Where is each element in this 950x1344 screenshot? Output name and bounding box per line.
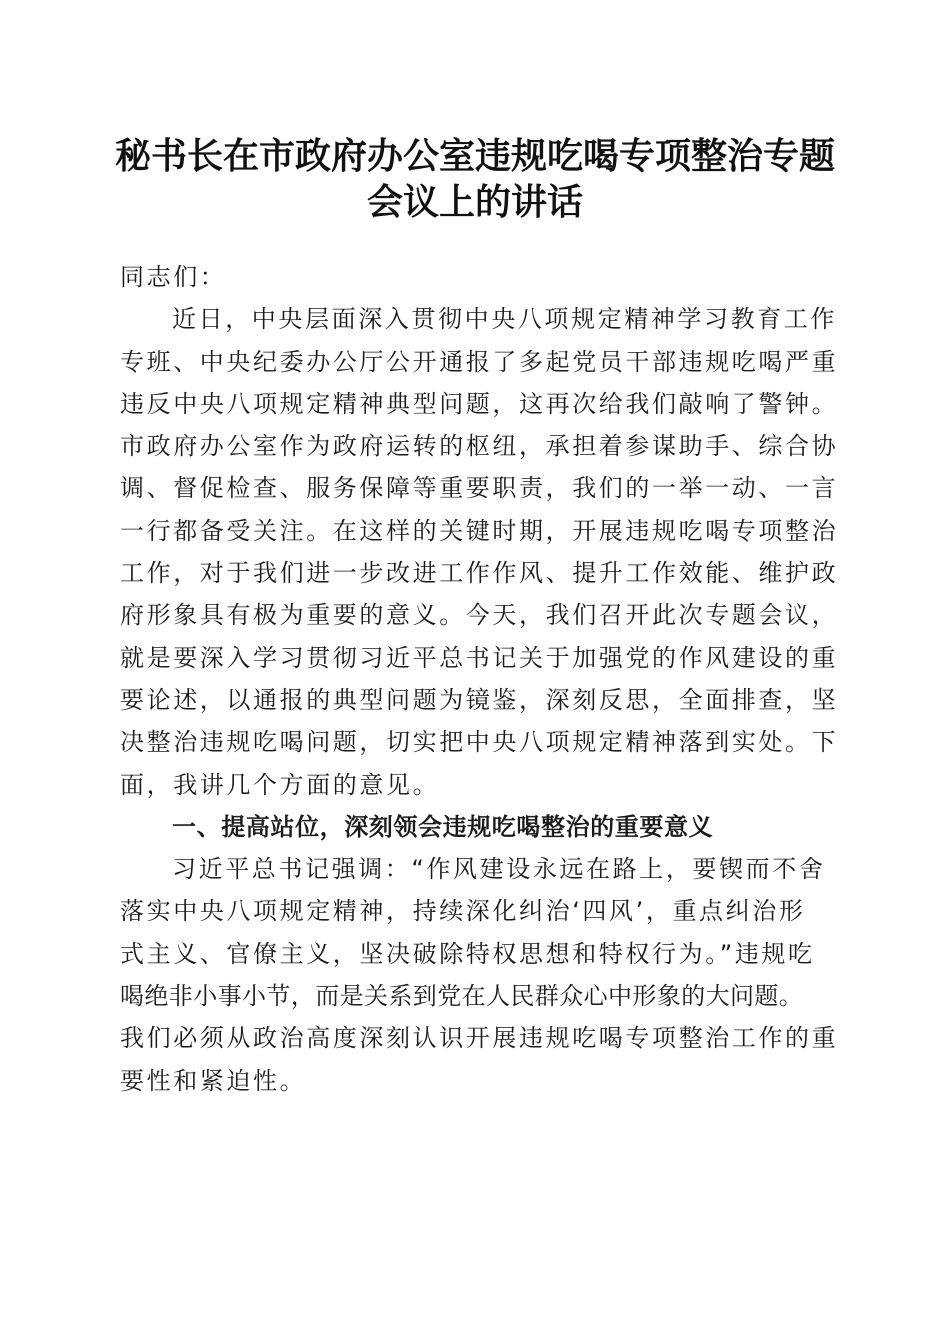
paragraph-line: 面，我讲几个方面的意见。 <box>120 770 440 799</box>
title-line: 秘书长在市政府办公室违规吃喝专项整治专题 <box>114 135 835 177</box>
paragraph-line: 要性和紧迫性。 <box>120 1066 307 1095</box>
paragraph-line: 调、督促检查、服务保障等重要职责，我们的一举一动、一言 <box>120 474 839 503</box>
salutation: 同志们： <box>120 263 227 291</box>
paragraph-line: 习近平总书记强调：“作风建设永远在路上，要锲而不舍 <box>172 855 826 884</box>
paragraph-line: 就是要深入学习贯彻习近平总书记关于加强党的作风建设的重 <box>120 643 839 672</box>
paragraph-line: 决整治违规吃喝问题，切实把中央八项规定精神落到实处。下 <box>120 728 839 757</box>
paragraph-line: 要论述，以通报的典型问题为镜鉴，深刻反思，全面排查，坚 <box>120 685 839 714</box>
paragraph-line: 喝绝非小事小节，而是关系到党在人民群众心中形象的大问题。 <box>120 982 804 1011</box>
paragraph-line: 违反中央八项规定精神典型问题，这再次给我们敲响了警钟。 <box>120 389 839 418</box>
paragraph-line: 式主义、官僚主义，坚决破除特权思想和特权行为。”违规吃 <box>120 939 815 968</box>
section-heading: 一、提高站位，深刻领会违规吃喝整治的重要意义 <box>172 812 714 841</box>
paragraph-line: 府形象具有极为重要的意义。今天，我们召开此次专题会议， <box>120 601 839 630</box>
document-body <box>120 256 839 1102</box>
document-title <box>100 133 850 225</box>
paragraph-line: 我们必须从政治高度深刻认识开展违规吃喝专项整治工作的重 <box>120 1024 839 1053</box>
paragraph-line: 落实中央八项规定精神，持续深化纠治‘四风’，重点纠治形 <box>120 897 806 926</box>
paragraph-line: 近日，中央层面深入贯彻中央八项规定精神学习教育工作 <box>172 305 837 334</box>
title-line: 会议上的讲话 <box>366 181 583 223</box>
paragraph-line: 一行都备受关注。在这样的关键时期，开展违规吃喝专项整治 <box>120 516 839 545</box>
paragraph-line: 专班、中央纪委办公厅公开通报了多起党员干部违规吃喝严重 <box>120 347 839 376</box>
paragraph-line: 工作，对于我们进一步改进工作作风、提升工作效能、维护政 <box>120 559 839 588</box>
paragraph-line: 市政府办公室作为政府运转的枢纽，承担着参谋助手、综合协 <box>120 432 839 461</box>
